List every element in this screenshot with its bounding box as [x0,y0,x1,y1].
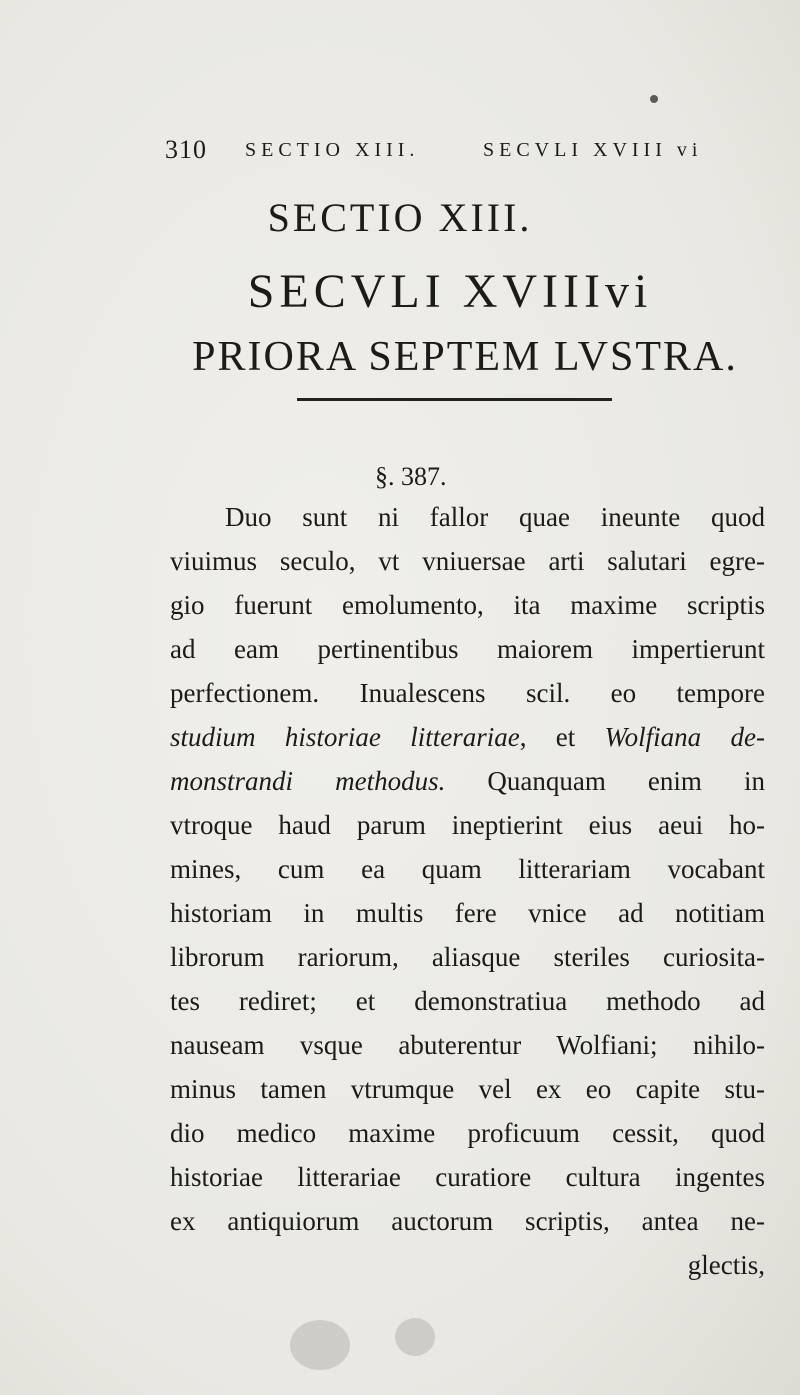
paper-stain [650,95,658,103]
paper-stain [395,1318,435,1356]
text-line: historiam in multis fere vnice ad notitiam [170,898,765,928]
text-fragment: , et [519,722,605,752]
text-line: dio medico maxime proficuum cessit, quod [170,1118,765,1148]
text-line: mines, cum ea quam litterariam vocabant [170,854,765,884]
text-line: tes rediret; et demonstratiua methodo ad [170,986,765,1016]
paragraph-number: §. 387. [375,462,447,491]
text-line: Duo sunt ni fallor quae ineunte quod [225,502,765,532]
text-line-italic [170,759,765,803]
text-line: minus tamen vtrumque vel ex eo capite stu- [170,1074,765,1104]
running-header-left: SECTIO XIII. [245,139,420,161]
text-line: ad eam pertinentibus maiorem impertierunt [170,634,765,664]
running-header-right: SECVLI XVIII vi [483,139,703,161]
text-line: nauseam vsque abuterentur Wolfiani; nihilo- [170,1030,765,1060]
running-header [165,135,765,175]
text-fragment: Quanquam enim in [445,766,765,796]
text-line: viuimus seculo, vt vniuersae arti salutari egre- [170,546,765,576]
text-line: vtroque haud parum ineptierint eius aeui ho- [170,810,765,840]
italic-phrase: studium historiae litterariae [170,722,520,752]
text-line-italic [170,715,765,759]
century-title: SECVLI XVIIIvi [247,265,653,318]
period-title: PRIORA SEPTEM LVSTRA. [192,334,738,380]
catchword: glectis, [687,1250,765,1280]
text-line: librorum rariorum, aliasque steriles curiosita- [170,942,765,972]
title-rule [297,398,612,401]
section-title: SECTIO XIII. [267,195,533,240]
italic-phrase: Wolfiana de- [604,722,765,752]
paper-stain [290,1320,350,1370]
text-line: historiae litterariae curatiore cultura ingentes [170,1162,765,1192]
page-number: 310 [165,135,207,164]
italic-phrase: monstrandi methodus. [170,766,446,796]
text-line: gio fuerunt emolumento, ita maxime scriptis [170,590,765,620]
text-line: ex antiquiorum auctorum scriptis, antea ne- [170,1206,765,1236]
text-line: perfectionem. Inualescens scil. eo tempore [170,678,765,708]
